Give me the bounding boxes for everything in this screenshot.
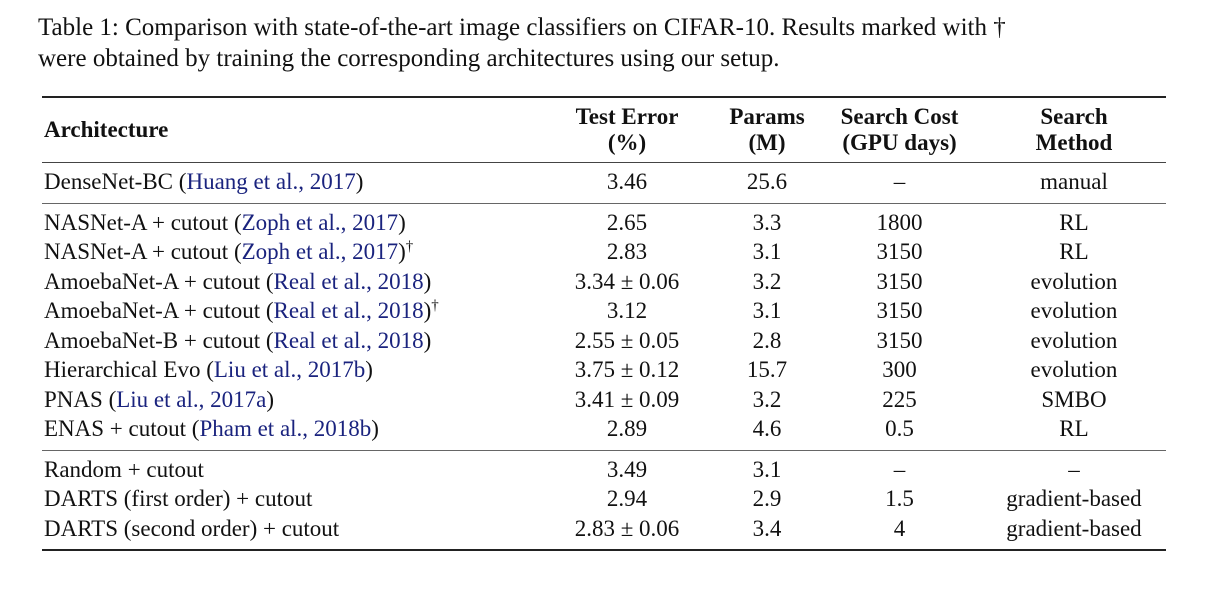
table-row (42, 450, 1166, 484)
table-body (42, 163, 1166, 551)
search-method-cell: manual (1040, 169, 1108, 194)
params-cell: 4.6 (752, 416, 782, 441)
architecture-cell: NASNet-A + cutout (Zoph et al., 2017)† (44, 238, 414, 264)
table-row (42, 267, 1166, 297)
header-search-cost-line2: (GPU days) (842, 130, 957, 155)
header-test-error (537, 97, 717, 163)
search-cost-cell: 3150 (876, 327, 923, 353)
test-error-cell: 2.83 ± 0.06 (574, 515, 680, 541)
caption-line-2: were obtained by training the corresponding architectures using our setup. (38, 45, 780, 72)
dagger-mark: † (431, 297, 439, 314)
search-method-cell: RL (1059, 239, 1089, 264)
architecture-cell: AmoebaNet-A + cutout (Real et al., 2018) (44, 268, 432, 294)
search-method-cell: – (1068, 456, 1080, 482)
architecture-cell (42, 484, 537, 514)
architecture-name: AmoebaNet-A + cutout (44, 298, 266, 323)
architecture-cell: DenseNet-BC (Huang et al., 2017) (44, 169, 364, 194)
params-cell: 3.1 (752, 456, 782, 482)
table-row (42, 237, 1166, 267)
search-cost-cell: 3150 (876, 239, 923, 264)
search-method-cell: RL (1059, 209, 1089, 235)
params-cell: 3.4 (752, 515, 782, 541)
citation-link[interactable]: Huang et al., 2017 (186, 169, 356, 194)
table-row (42, 385, 1166, 415)
search-method-cell: evolution (1030, 327, 1118, 353)
architecture-cell: NASNet-A + cutout (Zoph et al., 2017) (44, 209, 406, 235)
search-cost-cell: 300 (882, 357, 917, 382)
search-method-cell: evolution (1030, 357, 1118, 382)
header-params (717, 97, 817, 163)
search-method-cell: evolution (1030, 268, 1118, 294)
citation-link[interactable]: Zoph et al., 2017 (241, 209, 399, 235)
citation-link[interactable]: Liu et al., 2017a (116, 386, 267, 412)
table-row (42, 163, 1166, 204)
search-method-cell: SMBO (1041, 386, 1107, 412)
citation-link[interactable]: Real et al., 2018 (273, 327, 424, 353)
test-error-cell: 2.55 ± 0.05 (574, 327, 680, 353)
citation-link[interactable]: Liu et al., 2017b (213, 357, 366, 382)
test-error-cell: 2.65 (606, 209, 648, 235)
architecture-cell: PNAS (Liu et al., 2017a) (44, 386, 275, 412)
search-cost-cell: 3150 (876, 298, 923, 323)
search-method-cell: RL (1059, 416, 1089, 441)
test-error-cell: 2.94 (606, 486, 648, 511)
architecture-cell (42, 450, 537, 484)
test-error-cell: 3.46 (606, 169, 648, 194)
search-method-cell: gradient-based (1006, 515, 1142, 541)
architecture-name: PNAS (44, 386, 109, 412)
architecture-cell (42, 514, 537, 551)
citation-link[interactable]: Real et al., 2018 (273, 298, 424, 323)
table-row (42, 484, 1166, 514)
architecture-cell: Hierarchical Evo (Liu et al., 2017b) (44, 357, 373, 382)
table-row (42, 326, 1166, 356)
params-cell: 3.2 (752, 386, 782, 412)
header-search-cost (817, 97, 982, 163)
architecture-name: Hierarchical Evo (44, 357, 207, 382)
search-cost-cell: 225 (882, 386, 917, 412)
header-params-line1: Params (729, 104, 805, 129)
architecture-name: DARTS (second order) + cutout (44, 515, 340, 541)
params-cell: 3.2 (752, 268, 782, 294)
header-test-error-line1: Test Error (575, 104, 679, 129)
header-search-method-line1: Search (1040, 104, 1108, 129)
test-error-cell: 3.34 ± 0.06 (574, 268, 680, 294)
header-architecture: Architecture (44, 117, 169, 142)
test-error-cell: 3.75 ± 0.12 (574, 357, 680, 382)
header-params-line2: (M) (748, 130, 786, 155)
architecture-name: NASNet-A + cutout (44, 239, 234, 264)
architecture-cell: ENAS + cutout (Pham et al., 2018b) (44, 416, 379, 441)
params-cell: 3.1 (752, 298, 782, 323)
search-cost-cell: 1800 (876, 209, 923, 235)
architecture-name: AmoebaNet-A + cutout (44, 268, 266, 294)
comparison-table (42, 96, 1166, 551)
search-cost-cell: – (893, 456, 906, 482)
header-test-error-line2: (%) (607, 130, 647, 155)
header-search-method (982, 97, 1166, 163)
citation-link[interactable]: Zoph et al., 2017 (241, 239, 399, 264)
search-cost-cell: 4 (893, 515, 906, 541)
test-error-cell: 2.83 (606, 239, 648, 264)
dagger-mark: † (405, 238, 414, 255)
params-cell: 3.3 (752, 209, 782, 235)
test-error-cell: 3.12 (606, 298, 648, 323)
search-cost-cell: 3150 (876, 268, 923, 294)
search-cost-cell: – (893, 169, 906, 194)
header-row (42, 97, 1166, 163)
test-error-cell: 3.49 (606, 456, 648, 482)
search-method-cell: gradient-based (1006, 486, 1142, 511)
architecture-name: DenseNet-BC (44, 169, 179, 194)
caption-line-1: Table 1: Comparison with state-of-the-art image classifiers on CIFAR-10. Results marked with † (38, 14, 1006, 41)
header-search-method-line2: Method (1035, 130, 1113, 155)
params-cell: 15.7 (746, 357, 788, 382)
citation-link[interactable]: Real et al., 2018 (273, 268, 424, 294)
table-row (42, 203, 1166, 237)
architecture-name: AmoebaNet-B + cutout (44, 327, 266, 353)
test-error-cell: 3.41 ± 0.09 (574, 386, 680, 412)
table-row (42, 296, 1166, 326)
citation-link[interactable]: Pham et al., 2018b (199, 416, 372, 441)
table-row (42, 414, 1166, 450)
table-row (42, 514, 1166, 551)
params-cell: 2.8 (752, 327, 782, 353)
architecture-name: ENAS + cutout (44, 416, 192, 441)
architecture-cell: AmoebaNet-B + cutout (Real et al., 2018) (44, 327, 432, 353)
architecture-name: Random + cutout (44, 456, 204, 482)
test-error-cell: 2.89 (606, 416, 648, 441)
architecture-name: DARTS (first order) + cutout (44, 486, 313, 511)
architecture-cell: AmoebaNet-A + cutout (Real et al., 2018)† (44, 297, 439, 323)
table-row (42, 355, 1166, 385)
architecture-name: NASNet-A + cutout (44, 209, 234, 235)
search-cost-cell: 0.5 (885, 416, 914, 441)
search-method-cell: evolution (1030, 298, 1118, 323)
params-cell: 25.6 (746, 169, 788, 194)
params-cell: 2.9 (752, 486, 782, 511)
params-cell: 3.1 (752, 239, 782, 264)
header-search-cost-line1: Search Cost (840, 104, 959, 129)
search-cost-cell: 1.5 (885, 486, 914, 511)
table-caption (38, 12, 1188, 74)
